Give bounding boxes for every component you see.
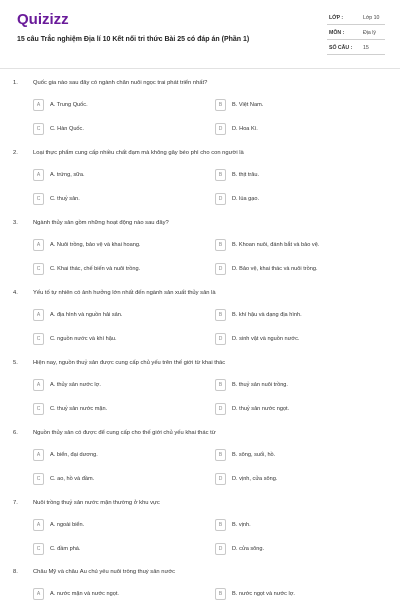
option-c[interactable] xyxy=(33,123,183,136)
question-text: Hiện nay, nguồn thuỷ sản được cung cấp chủ yếu trên thế giới từ khai thác xyxy=(33,360,226,366)
option-letter-box[interactable]: A xyxy=(33,169,44,181)
option-text: C. thuỷ sản nước mặn. xyxy=(50,406,108,412)
option-text: C. Hàn Quốc. xyxy=(50,126,84,132)
option-b[interactable] xyxy=(215,449,365,462)
meta-subject-label: MÔN : xyxy=(329,30,345,36)
question-2 xyxy=(0,150,400,220)
option-text: B. khí hậu và dạng địa hình. xyxy=(232,312,302,318)
option-letter-box[interactable]: D xyxy=(215,333,226,345)
option-text: A. thủy sản nước lợ. xyxy=(50,382,101,388)
option-letter-box[interactable]: A xyxy=(33,519,44,531)
option-letter-box[interactable]: D xyxy=(215,263,226,275)
option-text: B. vịnh. xyxy=(232,522,251,528)
option-text: C. thuỷ sản. xyxy=(50,196,80,202)
option-text: A. trứng, sữa. xyxy=(50,172,85,178)
meta-count-row xyxy=(327,40,385,55)
question-text: Quốc gia nào sau đây có ngành chăn nuôi ngọc trai phát triển nhất? xyxy=(33,80,208,86)
option-text: C. ao, hồ và đầm. xyxy=(50,476,95,482)
question-4 xyxy=(0,290,400,360)
option-text: B. Việt Nam. xyxy=(232,102,264,108)
question-number: 6. xyxy=(13,430,18,436)
option-text: A. Nuôi trồng, bảo vệ và khai hoang. xyxy=(50,242,141,248)
option-letter-box[interactable]: B xyxy=(215,519,226,531)
option-letter-box[interactable]: B xyxy=(215,169,226,181)
option-text: C. Khai thác, chế biến và nuôi trồng. xyxy=(50,266,141,272)
meta-class-row xyxy=(327,10,385,25)
option-letter-box[interactable]: A xyxy=(33,309,44,321)
option-letter-box[interactable]: A xyxy=(33,379,44,391)
question-text: Loại thực phẩm cung cấp nhiều chất đạm mà không gây béo phì cho con người là xyxy=(33,150,244,156)
option-letter-box[interactable]: B xyxy=(215,449,226,461)
option-b[interactable] xyxy=(215,588,365,600)
option-c[interactable] xyxy=(33,543,183,556)
question-text: Yếu tố tự nhiên có ảnh hưởng lớn nhất đến ngành sản xuất thủy sản là xyxy=(33,290,216,296)
option-b[interactable] xyxy=(215,99,365,112)
option-text: B. sông, suối, hồ. xyxy=(232,452,276,458)
option-b[interactable] xyxy=(215,169,365,182)
option-a[interactable] xyxy=(33,588,183,600)
option-a[interactable] xyxy=(33,239,183,252)
option-d[interactable] xyxy=(215,263,365,276)
option-letter-box[interactable]: C xyxy=(33,263,44,275)
option-d[interactable] xyxy=(215,333,365,346)
question-7 xyxy=(0,500,400,570)
option-c[interactable] xyxy=(33,403,183,416)
option-b[interactable] xyxy=(215,379,365,392)
question-text: Nuôi trồng thuỷ sản nước mặn thường ở khu vực xyxy=(33,500,160,506)
option-d[interactable] xyxy=(215,193,365,206)
option-text: D. sinh vật và nguồn nước. xyxy=(232,336,300,342)
question-text: Ngành thủy sản gồm những hoạt động nào sau đây? xyxy=(33,220,169,226)
option-letter-box[interactable]: C xyxy=(33,193,44,205)
worksheet-header xyxy=(0,0,400,68)
option-letter-box[interactable]: D xyxy=(215,403,226,415)
option-a[interactable] xyxy=(33,449,183,462)
option-a[interactable] xyxy=(33,99,183,112)
option-text: A. địa hình và nguồn hải sản. xyxy=(50,312,123,318)
question-6 xyxy=(0,430,400,500)
option-letter-box[interactable]: C xyxy=(33,473,44,485)
option-text: B. Khoan nuôi, đánh bắt và bảo vệ. xyxy=(232,242,320,248)
header-divider xyxy=(0,68,400,69)
option-letter-box[interactable]: A xyxy=(33,239,44,251)
option-text: D. Bảo vệ, khai thác và nuôi trồng. xyxy=(232,266,318,272)
question-number: 8. xyxy=(13,569,18,575)
option-letter-box[interactable]: D xyxy=(215,543,226,555)
quizizz-logo[interactable] xyxy=(17,9,97,29)
option-text: D. lúa gạo. xyxy=(232,196,260,202)
option-a[interactable] xyxy=(33,379,183,392)
document-title: 15 câu Trắc nghiệm Địa lí 10 Kết nối tri thức Bài 25 có đáp án (Phần 1) xyxy=(17,36,250,43)
quizizz-logo-icon xyxy=(17,9,97,29)
meta-panel xyxy=(327,10,385,55)
option-text: B. nước ngọt và nước lợ. xyxy=(232,591,295,597)
option-d[interactable] xyxy=(215,543,365,556)
question-text: Châu Mỹ và châu Âu chủ yếu nuôi trồng thuỷ sản nước xyxy=(33,569,176,575)
option-letter-box[interactable]: B xyxy=(215,99,226,111)
meta-class-label: LỚP : xyxy=(329,15,344,21)
question-number: 1. xyxy=(13,80,18,86)
option-b[interactable] xyxy=(215,239,365,252)
option-text: D. vịnh, cửa sông. xyxy=(232,476,278,482)
option-letter-box[interactable]: C xyxy=(33,543,44,555)
option-b[interactable] xyxy=(215,309,365,322)
option-letter-box[interactable]: A xyxy=(33,449,44,461)
question-number: 2. xyxy=(13,150,18,156)
option-letter-box[interactable]: D xyxy=(215,473,226,485)
question-text: Nguồn thủy sản có được để cung cấp cho thế giới chủ yếu khai thác từ xyxy=(33,430,216,436)
option-text: C. nguồn nước và khí hậu. xyxy=(50,336,117,342)
option-letter-box[interactable]: D xyxy=(215,193,226,205)
option-a[interactable] xyxy=(33,519,183,532)
option-c[interactable] xyxy=(33,263,183,276)
question-3 xyxy=(0,220,400,290)
option-c[interactable] xyxy=(33,473,183,486)
option-text: D. cửa sông. xyxy=(232,546,265,552)
option-text: B. thịt trâu. xyxy=(232,172,260,178)
option-text: A. nước mặn và nước ngọt. xyxy=(50,591,119,597)
question-number: 7. xyxy=(13,500,18,506)
question-8 xyxy=(0,569,400,600)
option-a[interactable] xyxy=(33,169,183,182)
question-number: 5. xyxy=(13,360,18,366)
question-number: 4. xyxy=(13,290,18,296)
question-number: 3. xyxy=(13,220,18,226)
meta-class-value: Lớp 10 xyxy=(363,15,380,21)
option-letter-box[interactable]: C xyxy=(33,123,44,135)
meta-subject-value: Địa lý xyxy=(363,30,376,36)
option-a[interactable] xyxy=(33,309,183,322)
option-c[interactable] xyxy=(33,193,183,206)
meta-count-value: 15 xyxy=(363,45,369,51)
option-text: D. Hoa Kì. xyxy=(232,126,258,132)
option-letter-box[interactable]: C xyxy=(33,403,44,415)
option-text: A. Trung Quốc. xyxy=(50,102,88,108)
option-b[interactable] xyxy=(215,519,365,532)
question-1 xyxy=(0,80,400,150)
option-letter-box[interactable]: B xyxy=(215,309,226,321)
option-text: B. thuỷ sản nuôi trồng. xyxy=(232,382,288,388)
question-5 xyxy=(0,360,400,430)
option-letter-box[interactable]: B xyxy=(215,588,226,600)
meta-count-label: SỐ CÂU : xyxy=(329,45,353,51)
option-d[interactable] xyxy=(215,403,365,416)
option-d[interactable] xyxy=(215,473,365,486)
option-letter-box[interactable]: B xyxy=(215,379,226,391)
brand-name: Quizizz xyxy=(17,11,69,28)
option-text: A. biển, đại dương. xyxy=(50,452,98,458)
option-letter-box[interactable]: C xyxy=(33,333,44,345)
meta-subject-row xyxy=(327,25,385,40)
option-letter-box[interactable]: B xyxy=(215,239,226,251)
option-letter-box[interactable]: D xyxy=(215,123,226,135)
option-letter-box[interactable]: A xyxy=(33,588,44,600)
option-c[interactable] xyxy=(33,333,183,346)
option-text: C. đầm phá. xyxy=(50,546,81,552)
option-text: D. thuỷ sản nước ngọt. xyxy=(232,406,290,412)
option-letter-box[interactable]: A xyxy=(33,99,44,111)
option-text: A. ngoài biển. xyxy=(50,522,85,528)
option-d[interactable] xyxy=(215,123,365,136)
